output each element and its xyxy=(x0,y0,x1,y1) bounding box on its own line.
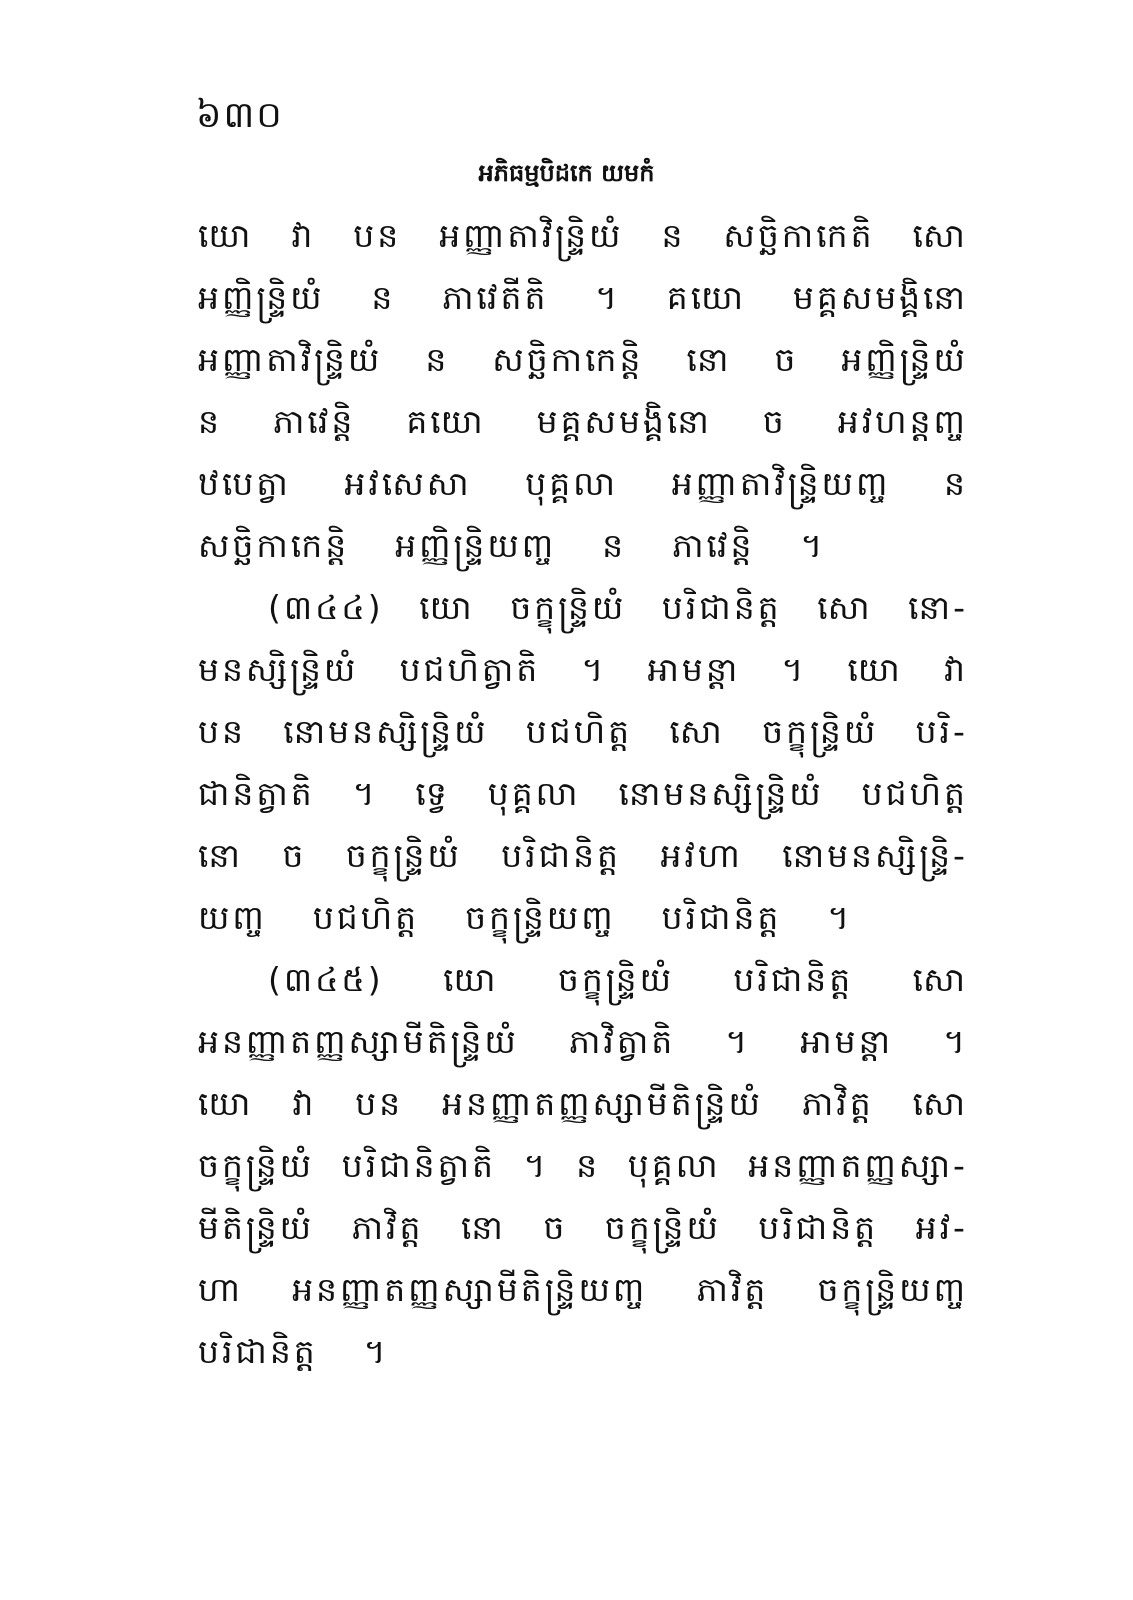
text-word: ចក្ខុន្ទ្រិយំ xyxy=(762,712,879,751)
text-word: ។ xyxy=(725,1022,751,1061)
text-word: សច្ឆិកាកេតិ xyxy=(723,216,875,255)
text-line xyxy=(198,391,968,453)
text-word: ភាវេន្តិ xyxy=(272,402,356,441)
text-word: នោ xyxy=(460,1208,506,1247)
text-word: អញ្ញាតាវិន្ទ្រិយញ្ច xyxy=(671,464,891,503)
text-word: បរិជានិត្ត xyxy=(758,1208,879,1247)
text-word: បរិជានិត្ត xyxy=(198,1332,318,1371)
text-line xyxy=(198,1011,968,1073)
text-word: សោ xyxy=(912,216,968,255)
text-word: បជហិត្ត xyxy=(312,898,420,937)
text-word: បជហិត្ត xyxy=(861,774,968,813)
text-word: បជហិត្ត xyxy=(525,712,633,751)
text-line xyxy=(198,639,968,701)
text-word: ភាវិត្ត xyxy=(696,1270,769,1309)
text-line xyxy=(198,1135,968,1197)
text-word: នោមនស្សិន្ទ្រិយំ xyxy=(618,774,824,813)
text-word: ន xyxy=(576,1146,601,1185)
text-line xyxy=(198,825,968,887)
text-word: នោ- xyxy=(908,588,968,627)
text-word: ជានិត្វាតិ xyxy=(198,774,315,813)
body-text xyxy=(198,205,968,1383)
text-word: ។ xyxy=(352,774,378,813)
text-word: ។ xyxy=(800,526,826,565)
text-word: សច្ឆិកាកេន្តិ xyxy=(198,526,350,565)
text-word: ភាវិត្ត xyxy=(351,1208,424,1247)
text-word: ន xyxy=(198,402,222,441)
text-word: ន xyxy=(425,340,450,379)
text-word: យញ្ច xyxy=(198,898,267,937)
text-word: បរិជានិត្វាតិ xyxy=(341,1146,496,1185)
text-line xyxy=(198,701,968,763)
text-word: ។ xyxy=(363,1332,389,1371)
text-word: បុគ្គលា xyxy=(525,464,619,503)
text-word: មីតិន្ទ្រិយំ xyxy=(198,1208,315,1247)
text-word: ចក្ខុន្ទ្រិយញ្ច xyxy=(465,898,616,937)
text-word: បរិជានិត្ត xyxy=(661,588,782,627)
text-line xyxy=(198,763,968,825)
text-line xyxy=(198,515,968,577)
text-word: គយោ xyxy=(406,402,486,441)
text-line xyxy=(198,949,968,1011)
text-word: យោ xyxy=(198,216,254,255)
text-word: អវ- xyxy=(915,1208,968,1247)
text-word: បន xyxy=(198,712,246,751)
text-word: បុគ្គលា xyxy=(627,1146,721,1185)
text-line xyxy=(198,205,968,267)
text-word: អាមន្តា xyxy=(800,1022,894,1061)
text-word: (៣៤៥) xyxy=(268,960,384,999)
text-word: សោ xyxy=(912,1084,968,1123)
text-word: អនញ្ញាតញ្ញស្សាមីតិន្ទ្រិយំ xyxy=(198,1022,519,1061)
text-word: សោ xyxy=(912,960,968,999)
text-word: អញ្ញិន្ទ្រិយំ xyxy=(841,340,968,379)
text-word: ន xyxy=(944,464,968,503)
text-word: បរិ- xyxy=(915,712,968,751)
text-line xyxy=(198,577,968,639)
text-word: សច្ឆិកាកេន្តិ xyxy=(492,340,644,379)
text-word: អញ្ញាតាវិន្ទ្រិយំ xyxy=(198,340,383,379)
text-word: បន xyxy=(353,216,402,255)
text-line xyxy=(198,1259,968,1321)
text-word: ឋបេត្វា xyxy=(198,464,291,503)
text-word: មគ្គសមង្គិនោ xyxy=(792,278,968,317)
text-word: គយោ xyxy=(666,278,747,317)
text-word: ។ xyxy=(523,1146,549,1185)
text-word: យោ xyxy=(443,960,499,999)
text-word: ន xyxy=(602,526,627,565)
text-word: បុគ្គលា xyxy=(487,774,581,813)
text-line xyxy=(198,267,968,329)
text-word: ទ្វេ xyxy=(415,774,450,813)
text-word: យោ xyxy=(419,588,475,627)
text-line xyxy=(198,453,968,515)
text-line xyxy=(198,1197,968,1259)
text-word: ន xyxy=(371,278,396,317)
text-word: ។ xyxy=(827,898,853,937)
text-word: បរិជានិត្ត xyxy=(661,898,782,937)
text-word: ភាវេតីតិ xyxy=(442,278,549,317)
running-header: អភិធម្មបិដកេ យមកំ xyxy=(478,159,655,187)
text-word: អវហន្តញ្ច xyxy=(837,402,968,441)
text-word: ។ xyxy=(781,650,807,689)
text-line xyxy=(198,329,968,391)
text-word: នោមនស្សិន្ទ្រិយំ xyxy=(283,712,489,751)
text-word: (៣៤៤) xyxy=(268,588,384,627)
text-word: វា xyxy=(944,650,968,689)
text-word: នោ xyxy=(686,340,732,379)
text-word: អញ្ញិន្ទ្រិយញ្ច xyxy=(395,526,557,565)
text-word: វា xyxy=(291,216,316,255)
text-word: ចក្ខុន្ទ្រិយំ xyxy=(604,1208,721,1247)
text-word: ច xyxy=(762,402,787,441)
text-word: អវសេសា xyxy=(344,464,472,503)
text-word: បរិជានិត្ត xyxy=(501,836,622,875)
text-word: បជហិត្វាតិ xyxy=(399,650,541,689)
text-word: ចក្ខុន្ទ្រិយញ្ច xyxy=(817,1270,968,1309)
text-word: សោ xyxy=(817,588,873,627)
text-word: អនញ្ញាតញ្ញស្សា- xyxy=(748,1146,968,1185)
text-word: ។ xyxy=(581,650,607,689)
text-word: សោ xyxy=(669,712,725,751)
text-word: ច xyxy=(282,836,307,875)
text-word: យោ xyxy=(847,650,903,689)
text-word: នោមនស្សិន្ទ្រិ- xyxy=(782,836,968,875)
text-word: ។ xyxy=(943,1022,968,1061)
text-line xyxy=(198,1073,968,1135)
text-word: បន xyxy=(355,1084,404,1123)
text-word: ច xyxy=(774,340,799,379)
text-word: ន xyxy=(661,216,686,255)
text-word: អាមន្តា xyxy=(647,650,741,689)
text-word: ចក្ខុន្ទ្រិយំ xyxy=(510,588,627,627)
text-word: យោ xyxy=(198,1084,254,1123)
page-number: ៦៣០ xyxy=(196,95,284,136)
text-word: អវហា xyxy=(660,836,743,875)
text-word: អញ្ញិន្ទ្រិយំ xyxy=(198,278,325,317)
text-word: មនស្សិន្ទ្រិយំ xyxy=(198,650,359,689)
text-word: ភាវិត្ត xyxy=(801,1084,874,1123)
text-line xyxy=(198,1321,968,1383)
text-word: ហា xyxy=(198,1270,243,1309)
text-word: អនញ្ញាតញ្ញស្សាមីតិន្ទ្រិយញ្ច xyxy=(292,1270,648,1309)
text-word: ច xyxy=(543,1208,568,1247)
text-word: ចក្ខុន្ទ្រិយំ xyxy=(345,836,462,875)
text-word: អនញ្ញាតញ្ញស្សាមីតិន្ទ្រិយំ xyxy=(442,1084,763,1123)
text-word: ចក្ខុន្ទ្រិយំ xyxy=(557,960,674,999)
text-word: អញ្ញាតាវិន្ទ្រិយំ xyxy=(439,216,624,255)
text-word: ។ xyxy=(595,278,620,317)
text-word: ភាវិត្វាតិ xyxy=(568,1022,676,1061)
text-word: នោ xyxy=(198,836,243,875)
text-word: មគ្គសមង្គិនោ xyxy=(536,402,712,441)
text-word: ភាវេន្តិ xyxy=(672,526,755,565)
text-word: បរិជានិត្ត xyxy=(733,960,854,999)
text-line xyxy=(198,887,968,949)
text-word: វា xyxy=(292,1084,317,1123)
text-word: ចក្ខុន្ទ្រិយំ xyxy=(198,1146,315,1185)
